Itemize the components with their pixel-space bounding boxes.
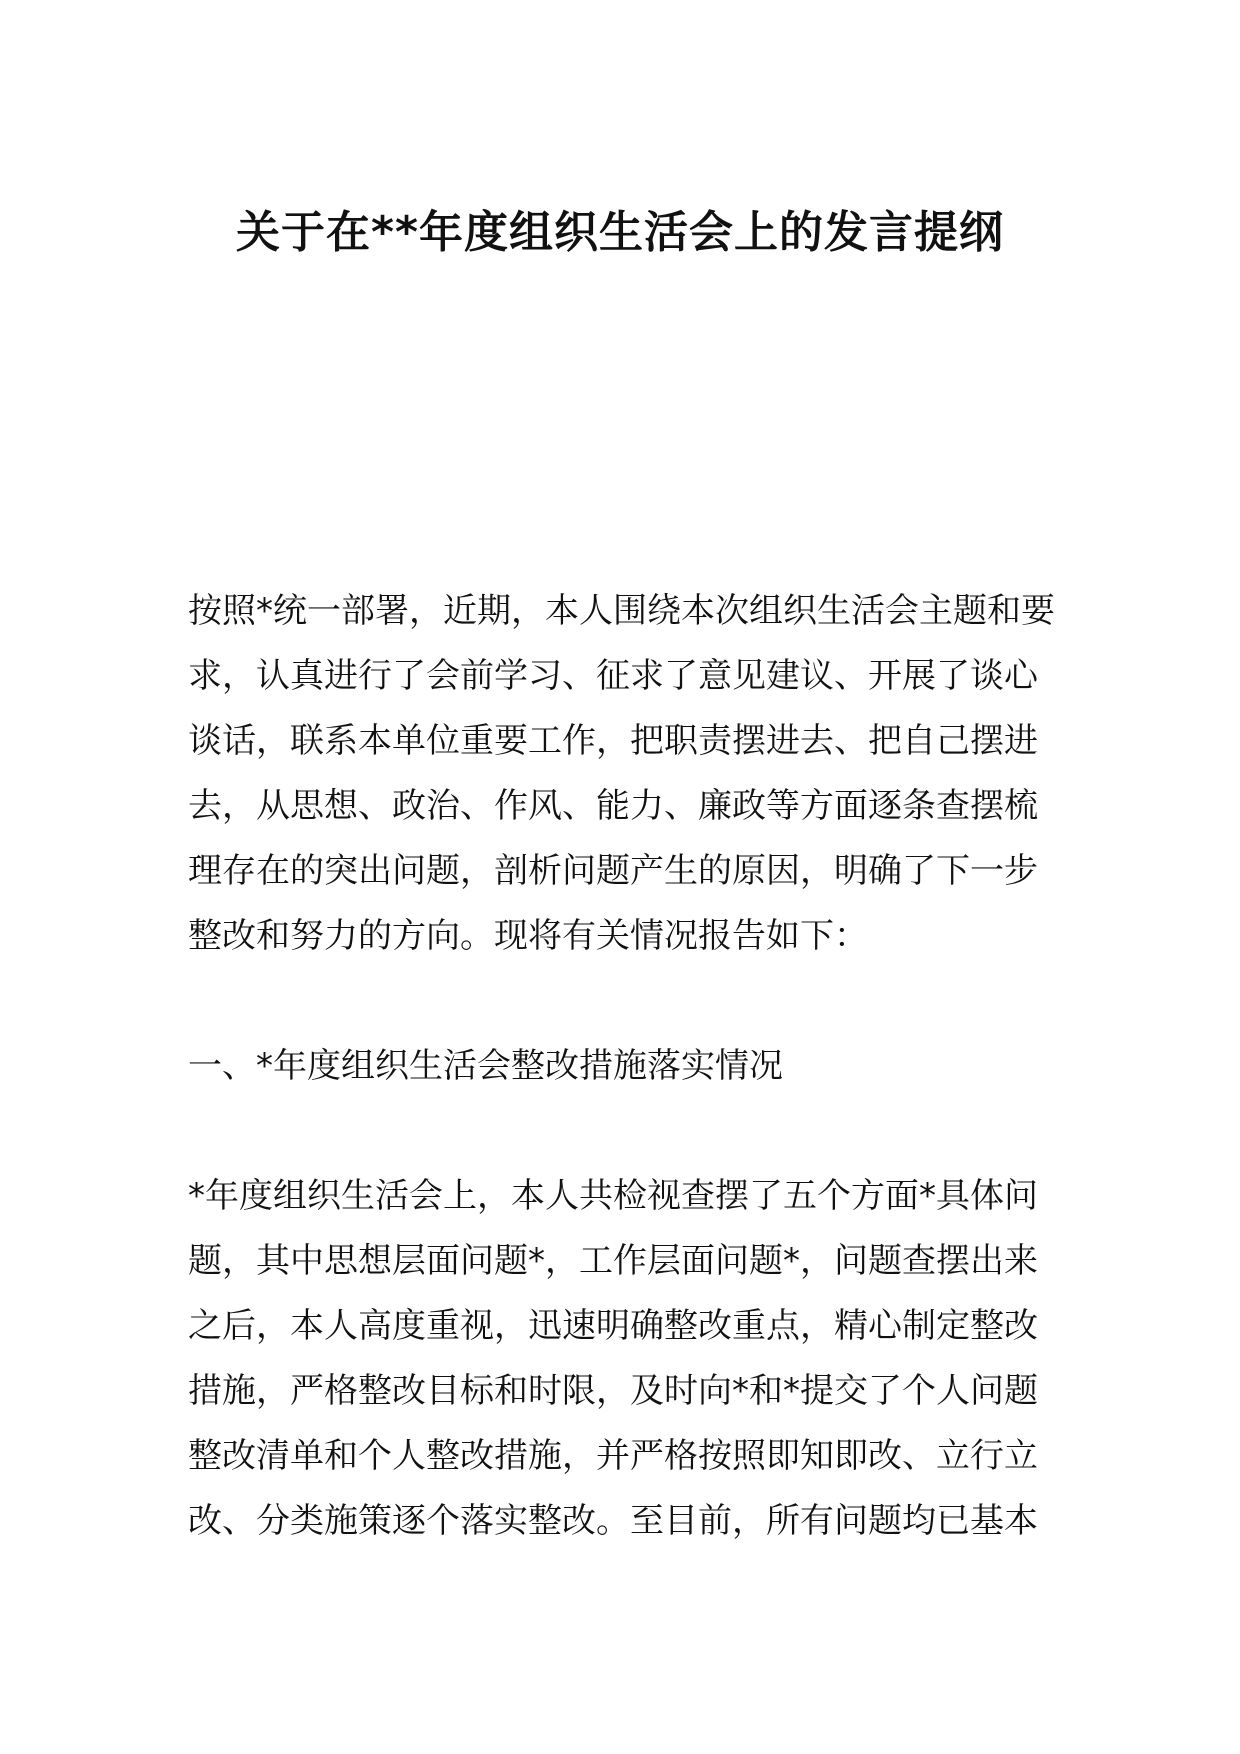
section-heading bbox=[188, 1034, 1058, 1099]
paragraph-line: 整改和努力的方向。现将有关情况报告如下： bbox=[188, 916, 868, 956]
paragraph-line: 改、分类施策逐个落实整改。至目前，所有问题均已基本 bbox=[188, 1501, 1038, 1541]
paragraph-line: 题，其中思想层面问题*，工作层面问题*，问题查摆出来 bbox=[188, 1241, 1038, 1281]
paragraph-line: 措施，严格整改目标和时限，及时向*和*提交了个人问题 bbox=[188, 1371, 1038, 1411]
paragraph-line: 按照*统一部署，近期，本人围绕本次组织生活会主题和要 bbox=[188, 591, 1055, 631]
paragraph-line: 理存在的突出问题，剖析问题产生的原因，明确了下一步 bbox=[188, 851, 1038, 891]
section-heading-text: 一、*年度组织生活会整改措施落实情况 bbox=[188, 1046, 783, 1086]
paragraph-line: 整改清单和个人整改措施，并严格按照即知即改、立行立 bbox=[188, 1436, 1038, 1476]
paragraph-line: 求，认真进行了会前学习、征求了意见建议、开展了谈心 bbox=[188, 656, 1038, 696]
intro-paragraph bbox=[188, 579, 1058, 969]
paragraph-line: *年度组织生活会上，本人共检视查摆了五个方面*具体问 bbox=[188, 1176, 1038, 1216]
section-body-paragraph bbox=[188, 1164, 1058, 1554]
document-title: 关于在**年度组织生活会上的发言提纲 bbox=[235, 207, 1005, 258]
paragraph-line: 去，从思想、政治、作风、能力、廉政等方面逐条查摆梳 bbox=[188, 786, 1038, 826]
paragraph-line: 谈话，联系本单位重要工作，把职责摆进去、把自己摆进 bbox=[188, 721, 1038, 761]
paragraph-line: 之后，本人高度重视，迅速明确整改重点，精心制定整改 bbox=[188, 1306, 1038, 1346]
